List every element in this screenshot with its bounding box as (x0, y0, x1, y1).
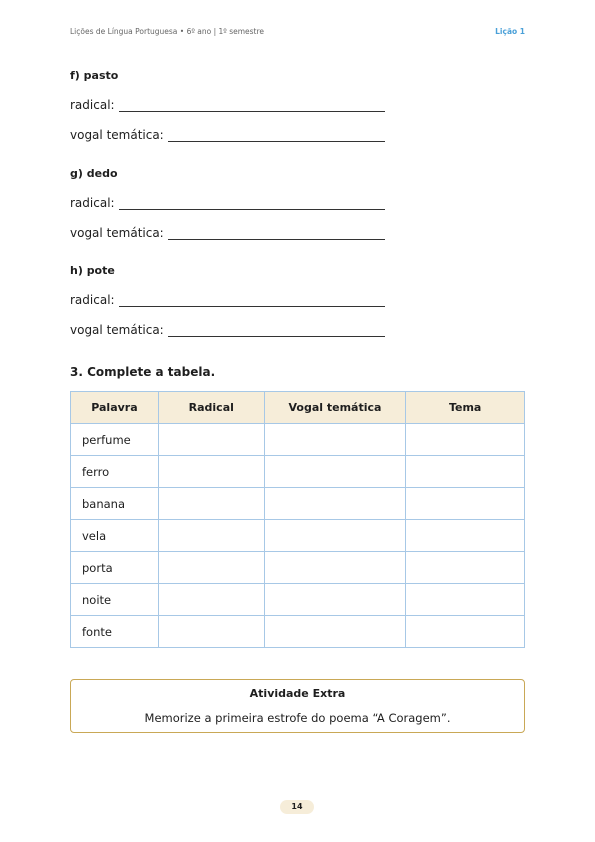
vogal-label: vogal temática: (70, 128, 164, 142)
exercise-f-radical (70, 98, 385, 112)
vogal-label: vogal temática: (70, 323, 164, 337)
radical-answer-line[interactable] (119, 99, 385, 112)
exercise-h-radical (70, 293, 385, 307)
radical-label: radical: (70, 196, 115, 210)
vogal-label: vogal temática: (70, 226, 164, 240)
radical-cell[interactable] (158, 552, 264, 584)
tema-cell[interactable] (406, 584, 525, 616)
vogal-cell[interactable] (264, 424, 406, 456)
question-3-title: 3. Complete a tabela. (70, 365, 216, 379)
tema-cell[interactable] (406, 488, 525, 520)
exercise-g-radical (70, 196, 385, 210)
radical-answer-line[interactable] (119, 197, 385, 210)
table-row (71, 616, 525, 648)
tema-cell[interactable] (406, 616, 525, 648)
vogal-cell[interactable] (264, 488, 406, 520)
vogal-answer-line[interactable] (168, 227, 385, 240)
exercise-h-label: h) pote (70, 264, 115, 277)
tema-cell[interactable] (406, 520, 525, 552)
table-row (71, 488, 525, 520)
col-header-vogal: Vogal temática (264, 392, 406, 424)
vogal-cell[interactable] (264, 520, 406, 552)
tema-cell[interactable] (406, 552, 525, 584)
word-cell: noite (71, 584, 159, 616)
tema-cell[interactable] (406, 424, 525, 456)
vogal-answer-line[interactable] (168, 129, 385, 142)
page-header (70, 27, 525, 39)
vogal-cell[interactable] (264, 584, 406, 616)
extra-activity-box (70, 679, 525, 733)
word-cell: vela (71, 520, 159, 552)
table-row (71, 424, 525, 456)
table-row (71, 520, 525, 552)
table-row (71, 552, 525, 584)
vogal-cell[interactable] (264, 552, 406, 584)
exercise-g-label: g) dedo (70, 167, 118, 180)
radical-cell[interactable] (158, 488, 264, 520)
table-row (71, 584, 525, 616)
page-number: 14 (280, 800, 314, 814)
vogal-cell[interactable] (264, 456, 406, 488)
col-header-radical: Radical (158, 392, 264, 424)
radical-answer-line[interactable] (119, 294, 385, 307)
table-header-row (71, 392, 525, 424)
extra-activity-title: Atividade Extra (249, 687, 346, 700)
radical-cell[interactable] (158, 424, 264, 456)
exercise-g-vogal (70, 226, 385, 240)
extra-activity-text: Memorize a primeira estrofe do poema “A Coragem”. (144, 711, 451, 725)
word-cell: porta (71, 552, 159, 584)
tema-cell[interactable] (406, 456, 525, 488)
word-cell: banana (71, 488, 159, 520)
exercise-f-vogal (70, 128, 385, 142)
lesson-label: Lição 1 (495, 27, 525, 36)
word-cell: ferro (71, 456, 159, 488)
col-header-tema: Tema (406, 392, 525, 424)
radical-label: radical: (70, 293, 115, 307)
radical-cell[interactable] (158, 584, 264, 616)
completion-table (70, 391, 525, 648)
radical-cell[interactable] (158, 520, 264, 552)
table-row (71, 456, 525, 488)
header-title: Lições de Língua Portuguesa • 6º ano | 1º semestre (70, 27, 265, 36)
vogal-cell[interactable] (264, 616, 406, 648)
word-cell: perfume (71, 424, 159, 456)
radical-cell[interactable] (158, 456, 264, 488)
exercise-f-label: f) pasto (70, 69, 119, 82)
radical-label: radical: (70, 98, 115, 112)
col-header-palavra: Palavra (71, 392, 159, 424)
vogal-answer-line[interactable] (168, 324, 385, 337)
exercise-h-vogal (70, 323, 385, 337)
radical-cell[interactable] (158, 616, 264, 648)
word-cell: fonte (71, 616, 159, 648)
